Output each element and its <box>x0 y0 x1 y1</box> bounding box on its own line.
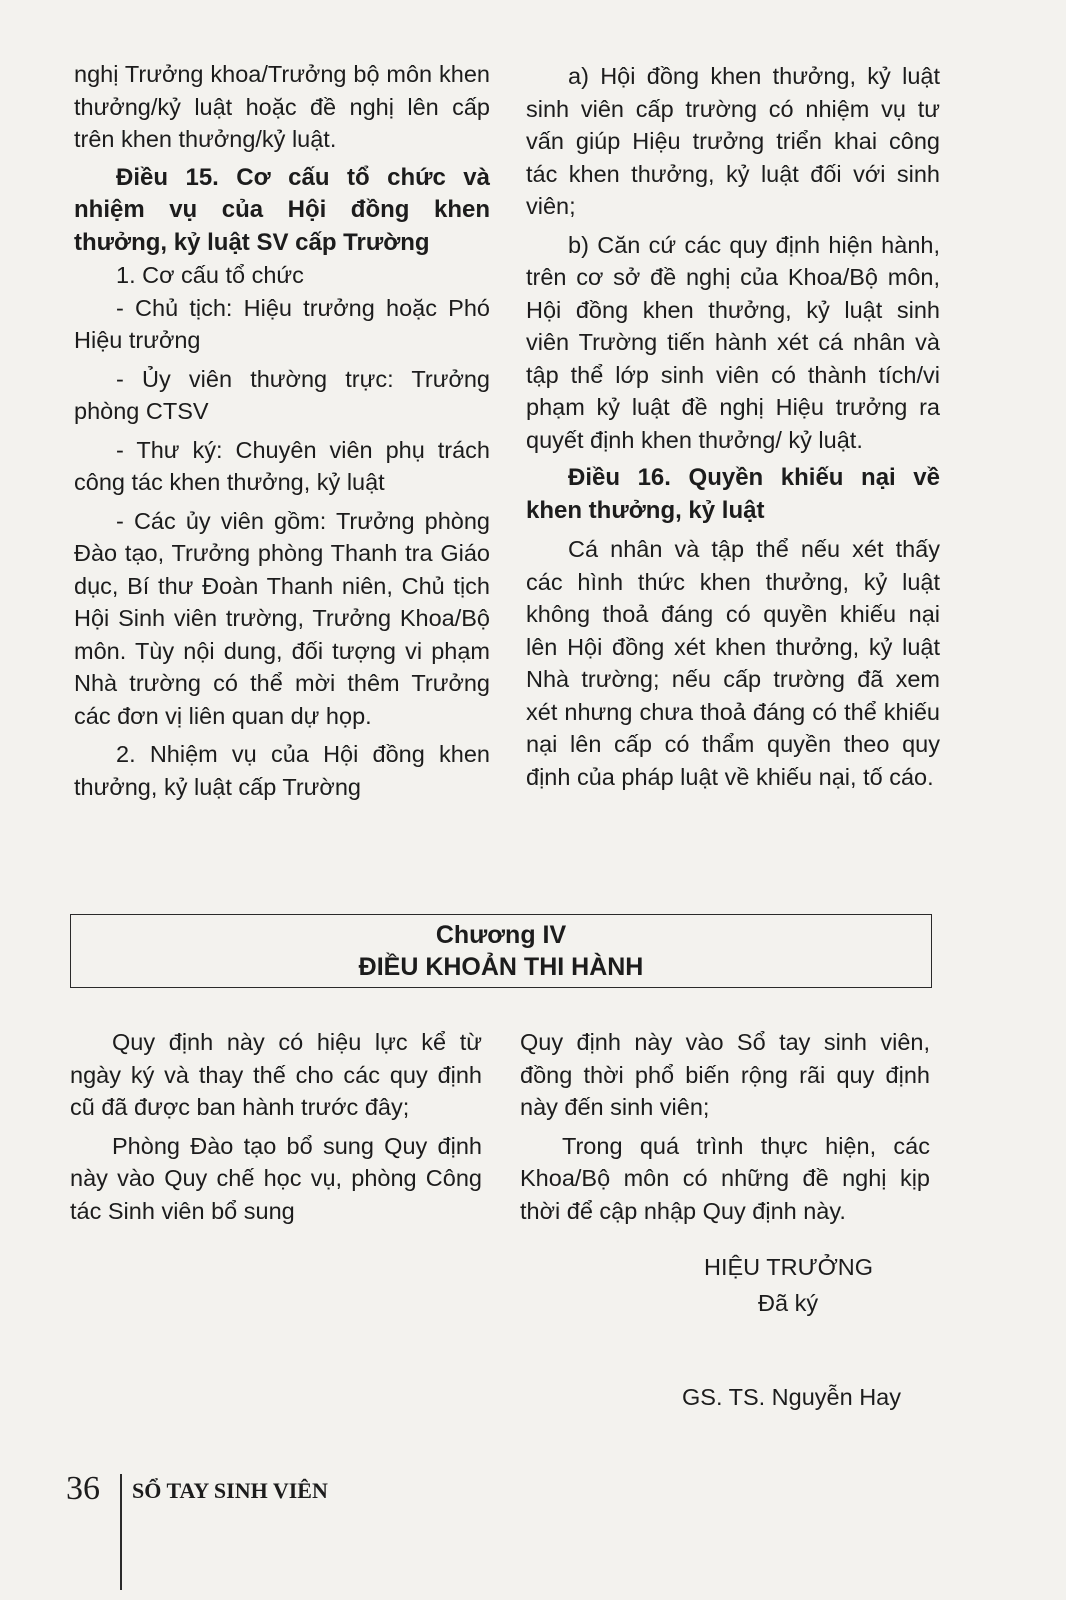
chair-item: - Chủ tịch: Hiệu trưởng hoặc Phó Hiệu trưởng <box>74 294 490 353</box>
implementation-paragraph: Trong quá trình thực hiện, các Khoa/Bộ môn có những đề nghị kịp thời để cập nhập Quy định này. <box>520 1132 930 1224</box>
signature-title: HIỆU TRƯỞNG <box>704 1254 874 1280</box>
chapter-title: ĐIỀU KHOẢN THI HÀNH <box>358 953 644 981</box>
structure-item: 1. Cơ cấu tổ chức <box>116 262 304 288</box>
duties-item: 2. Nhiệm vụ của Hội đồng khen thưởng, kỷ luật cấp Trường <box>74 741 490 800</box>
signature-signed: Đã ký <box>758 1290 819 1316</box>
effective-paragraph: Quy định này có hiệu lực kể từ ngày ký và thay thế cho các quy định cũ đã được ban hành trước đây; <box>70 1029 482 1120</box>
standing-member-item: - Ủy viên thường trực: Trưởng phòng CTSV <box>74 365 490 424</box>
footer-divider <box>120 1474 122 1590</box>
right-column <box>526 60 940 793</box>
page-number: 36 <box>66 1470 100 1507</box>
article-16-heading: Điều 16. Quyền khiếu nại về khen thưởng, kỷ luật <box>526 464 940 524</box>
training-office-paragraph: Phòng Đào tạo bổ sung Quy định này vào Quy chế học vụ, phòng Công tác Sinh viên bổ sung <box>70 1132 482 1224</box>
left-column <box>74 58 490 803</box>
book-title: SỔ TAY SINH VIÊN <box>132 1478 328 1503</box>
duty-a: a) Hội đồng khen thưởng, kỷ luật sinh viên cấp trường có nhiệm vụ tư vấn giúp Hiệu trưởng triển khai công tác khen thưởng, kỷ luật đối với sinh viên; <box>526 63 940 219</box>
secretary-item: - Thư ký: Chuyên viên phụ trách công tác khen thưởng, kỷ luật <box>74 436 490 495</box>
bottom-right-column <box>520 1026 930 1227</box>
handbook-paragraph: Quy định này vào Sổ tay sinh viên, đồng thời phổ biến rộng rãi quy định này đến sinh viên; <box>520 1029 930 1120</box>
article-15-heading: Điều 15. Cơ cấu tổ chức và nhiệm vụ của Hội đồng khen thưởng, kỷ luật SV cấp Trường <box>74 163 490 256</box>
signature-name: GS. TS. Nguyễn Hay <box>682 1384 901 1410</box>
left-paragraph-continued: nghị Trưởng khoa/Trưởng bộ môn khen thưởng/kỷ luật hoặc đề nghị lên cấp trên khen thưởng/kỷ luật. <box>74 61 490 152</box>
article-16-body: Cá nhân và tập thể nếu xét thấy các hình thức khen thưởng, kỷ luật không thoả đáng có quyền khiếu nại lên Hội đồng xét khen thưởng, kỷ luật Nhà trường; nếu cấp trường đã xem xét nhưng chưa thoả đáng có thể khiếu nại lên cấp có thẩm quyền theo quy định của pháp luật về khiếu nại, tố cáo. <box>526 536 940 790</box>
duty-b: b) Căn cứ các quy định hiện hành, trên cơ sở đề nghị của Khoa/Bộ môn, Hội đồng khen thưởng, kỷ luật sinh viên Trường tiến hành xét cá nhân và tập thể lớp sinh viên có thành tích/vi phạm kỷ luật đề nghị Hiệu trưởng ra quyết định khen thưởng/ kỷ luật. <box>526 231 940 453</box>
chapter-number: Chương IV <box>435 921 567 949</box>
chapter-heading-box <box>70 914 932 988</box>
members-item: - Các ủy viên gồm: Trưởng phòng Đào tạo, Trưởng phòng Thanh tra Giáo dục, Bí thư Đoàn Thanh niên, Chủ tịch Hội Sinh viên trường, Trưởng Khoa/Bộ môn. Tùy nội dung, đối tượng vi phạm Nhà trường có thể mời thêm Trưởng các đơn vị liên quan dự họp. <box>74 507 490 729</box>
bottom-left-column <box>70 1026 482 1227</box>
